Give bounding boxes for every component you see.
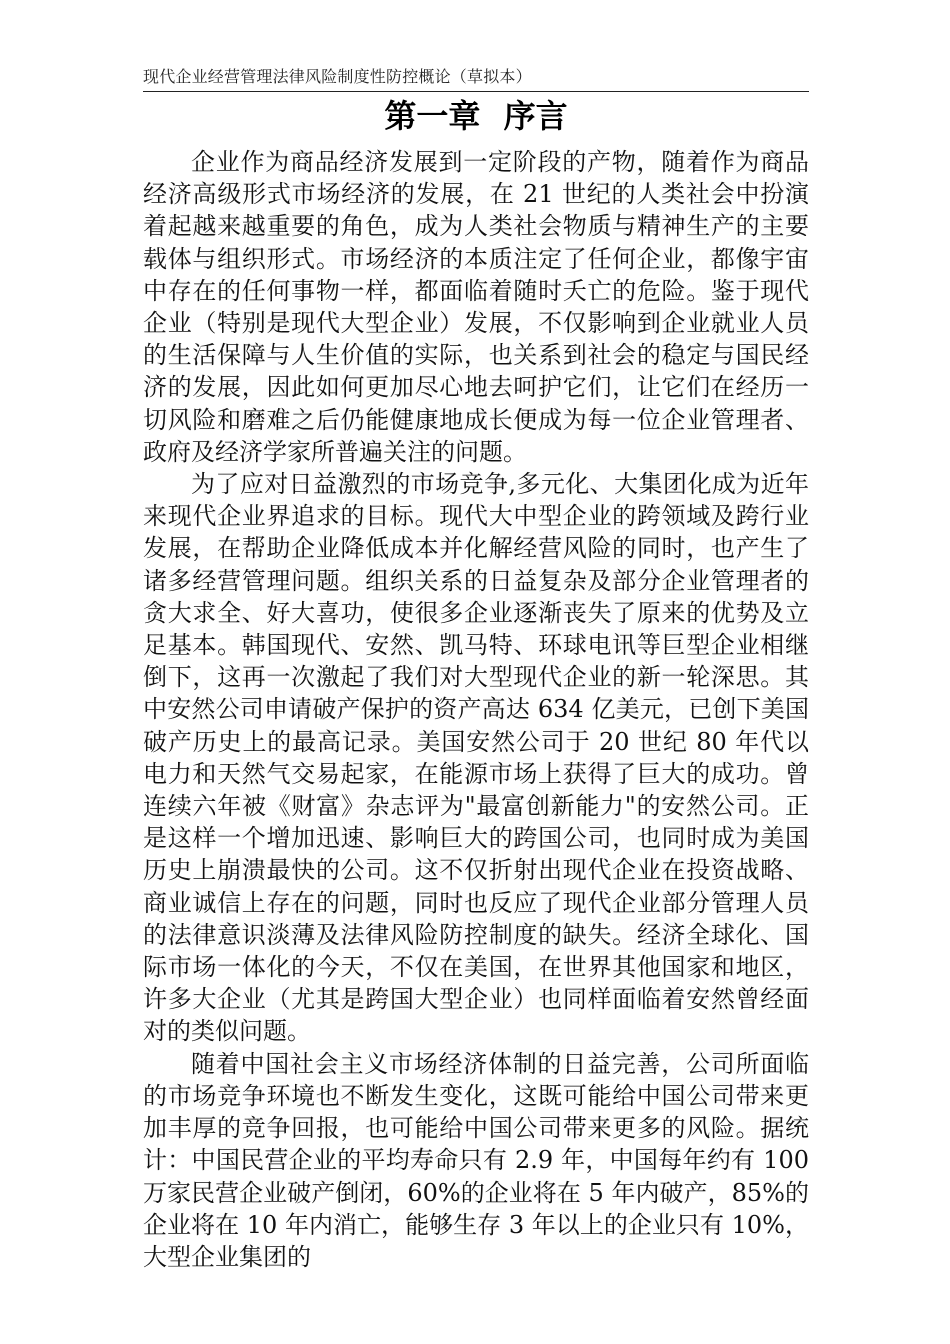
header-divider [143,91,809,92]
paragraph-1: 企业作为商品经济发展到一定阶段的产物，随着作为商品经济高级形式市场经济的发展，在 21 世纪的人类社会中扮演着起越来越重要的角色，成为人类社会物质与精神生产的主要载体与组织形式。市场经济的本质注定了任何企业，都像宇宙中存在的任何事物一样，都面临着随时夭亡的危险。鉴于现代企业（特别是现代大型企业）发展，不仅影响到企业就业人员的生活保障与人生价值的实际，也关系到社会的稳定与国民经济的发展，因此如何更加尽心地去呵护它们，让它们在经历一切风险和磨难之后仍能健康地成长便成为每一位企业管理者、政府及经济学家所普遍关注的问题。 [143,148,809,466]
running-header: 现代企业经营管理法律风险制度性防控概论（草拟本） [143,67,532,86]
paragraph-2: 为了应对日益激烈的市场竞争,多元化、大集团化成为近年来现代企业界追求的目标。现代大中型企业的跨领域及跨行业发展，在帮助企业降低成本并化解经营风险的同时，也产生了诸多经营管理问题。组织关系的日益复杂及部分企业管理者的贪大求全、好大喜功，使很多企业逐渐丧失了原来的优势及立足基本。韩国现代、安然、凯马特、环球电讯等巨型企业相继倒下，这再一次激起了我们对大型现代企业的新一轮深思。其中安然公司申请破产保护的资产高达 634 亿美元，已创下美国破产历史上的最高记录。美国安然公司于 20 世纪 80 年代以电力和天然气交易起家，在能源市场上获得了巨大的成功。曾连续六年被《财富》杂志评为"最富创新能力"的安然公司。正是这样一个增加迅速、影响巨大的跨国公司，也同时成为美国历史上崩溃最快的公司。这不仅折射出现代企业在投资战略、商业诚信上存在的问题，同时也反应了现代企业部分管理人员的法律意识淡薄及法律风险防控制度的缺失。经济全球化、国际市场一体化的今天，不仅在美国，在世界其他国家和地区，许多大企业（尤其是跨国大型企业）也同样面临着安然曾经面对的类似问题。 [143,470,809,1046]
chapter-title: 第一章 序言 [384,97,568,135]
paragraph-3: 随着中国社会主义市场经济体制的日益完善，公司所面临的市场竞争环境也不断发生变化，这既可能给中国公司带来更加丰厚的竞争回报，也可能给中国公司带来更多的风险。据统计：中国民营企业的平均寿命只有 2.9 年，中国每年约有 100 万家民营企业破产倒闭，60%的企业将在 5 年内破产，85%的企业将在 10 年内消亡，能够生存 3 年以上的企业只有 10%，大型企业集团的 [143,1049,809,1271]
body-text [143,146,809,1273]
